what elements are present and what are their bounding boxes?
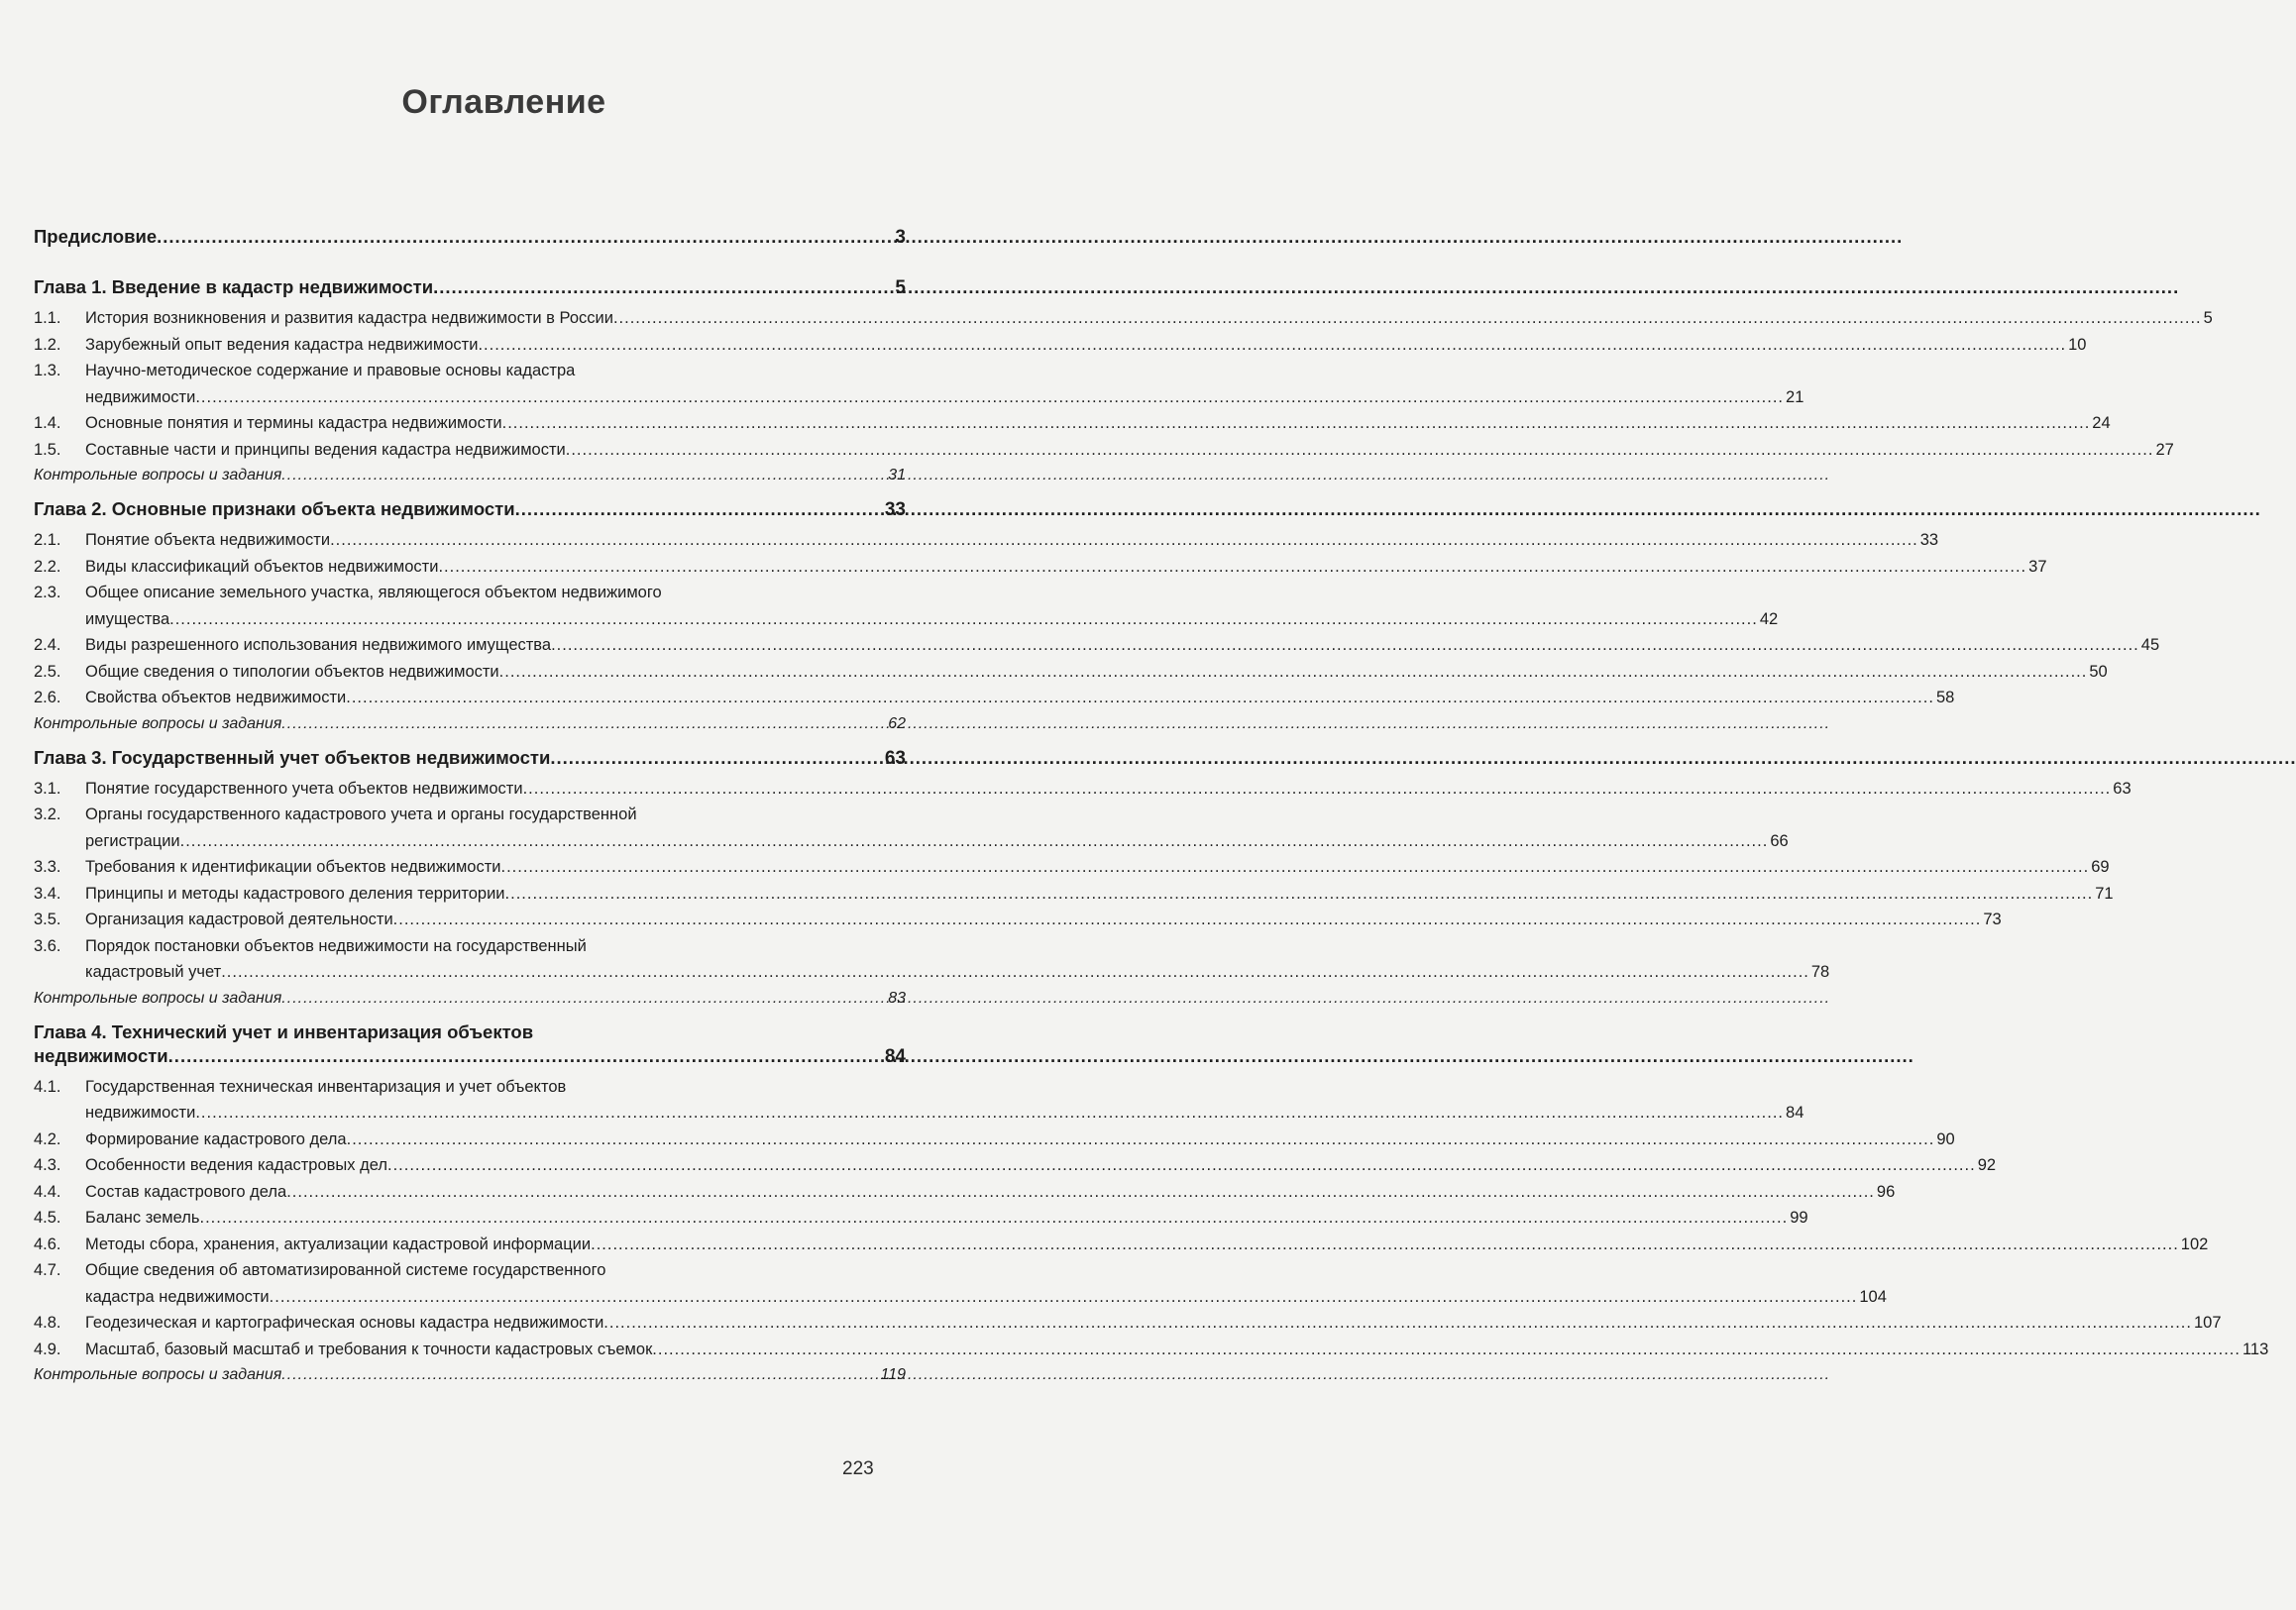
dot-leader [200,1205,1789,1232]
entry-page: 63 [2113,779,2132,798]
entry-text-line1: Государственная техническая инвентаризация и учет объектов [85,1077,567,1096]
entry-text: Организация кадастровой деятельности [85,911,393,928]
entry-page: 66 [1770,831,1789,850]
chapter-1-entries [34,305,2213,488]
entry-text: Общие сведения о типологии объектов недвижимости [85,662,499,681]
chapter-page: 5 [895,277,906,298]
entry-text-line1: Органы государственного кадастрового учета и органы государственной [85,805,637,823]
dot-leader [393,907,1982,933]
entry-page: 69 [2091,858,2110,876]
toc-questions [34,711,906,737]
entry-page: 92 [1977,1156,1997,1174]
dot-leader [347,1127,1935,1153]
entry-number: 3.4. [34,884,61,903]
entry-page: 27 [2155,440,2174,459]
dot-leader [523,776,2112,803]
questions-label: Контрольные вопросы и задания [34,1366,282,1383]
toc-entry [34,1179,1896,1206]
entry-number: 4.4. [34,1182,61,1201]
entry-number: 2.4. [34,636,61,654]
dot-leader [270,1284,1858,1311]
dot-leader [499,659,2088,686]
page-title: Оглавление [401,83,606,121]
chapter-title: недвижимости [34,1044,168,1066]
preface-label: Предисловие [34,226,158,247]
dot-leader [281,1362,878,1388]
toc-entry [34,933,1830,986]
toc-entry [34,527,1939,554]
entry-page: 33 [1919,531,1939,549]
dot-leader [180,828,1769,855]
toc-preface [34,226,906,249]
entry-page: 90 [1936,1129,1955,1148]
dot-leader [502,410,2091,437]
chapter-page: 84 [884,1045,906,1067]
dot-leader [551,632,2139,659]
dot-leader [157,226,893,248]
entry-text: кадастровый учет [85,963,222,981]
entry-number: 1.1. [34,309,61,327]
entry-text-line1: Порядок постановки объектов недвижимости на государственный [85,936,587,955]
toc-entry [34,437,2174,464]
entry-number: 2.5. [34,662,61,681]
toc-entry [34,659,2108,686]
questions-label: Контрольные вопросы и задания [34,467,282,483]
entry-text: Геодезическая и картографическая основы кадастра недвижимости [85,1314,604,1332]
entry-number: 1.3. [34,362,61,379]
entry-number: 4.9. [34,1340,61,1358]
page-number: 223 [842,1458,874,1479]
dot-leader [195,1100,1784,1127]
entry-page: 71 [2095,884,2114,903]
chapter-4-entries [34,1074,2269,1389]
entry-number: 4.5. [34,1209,61,1227]
entry-number: 2.6. [34,689,61,706]
dot-leader [591,1232,2179,1258]
toc-entry [34,1310,2222,1337]
toc-entry [34,410,2111,437]
dot-leader [286,1179,1875,1206]
dot-leader [603,1310,2192,1337]
entry-number: 2.1. [34,531,61,549]
entry-page: 58 [1935,689,1955,706]
entry-number: 4.8. [34,1314,61,1332]
toc-entry [34,358,1804,410]
entry-page: 99 [1790,1209,1808,1227]
entry-page: 102 [2180,1234,2209,1253]
toc-entry [34,907,2002,933]
dot-leader [195,384,1784,411]
entry-text: Принципы и методы кадастрового деления территории [85,884,505,903]
entry-number: 1.5. [34,440,61,459]
entry-page: 21 [1786,387,1804,406]
entry-number: 3.1. [34,779,61,798]
toc-entry [34,776,2132,803]
entry-number: 4.3. [34,1156,61,1174]
entry-number: 4.7. [34,1261,61,1279]
toc-entry [34,1127,1955,1153]
toc-entry [34,1232,2209,1258]
entry-text: Особенности ведения кадастровых дел [85,1156,388,1174]
toc-entry [34,1074,1804,1127]
toc-entry [34,685,1955,711]
toc-questions [34,463,906,488]
entry-text: Зарубежный опыт ведения кадастра недвижимости [85,335,479,354]
entry-text: Виды разрешенного использования недвижимого имущества [85,636,552,654]
entry-page: 50 [2089,662,2108,681]
entry-text: Виды классификаций объектов недвижимости [85,557,439,576]
toc-entry [34,1152,1997,1179]
dot-leader [433,276,893,298]
entry-text: История возникновения и развития кадастра недвижимости в России [85,309,613,327]
questions-page: 62 [888,714,906,732]
entry-text: Масштаб, базовый масштаб и требования к точности кадастровых съемок [85,1340,653,1358]
dot-leader [613,305,2202,332]
dot-leader [652,1337,2241,1363]
dot-leader [168,1045,883,1067]
entry-number: 2.2. [34,557,61,576]
entry-text: Понятие государственного учета объектов недвижимости [85,779,523,798]
entry-number: 4.6. [34,1234,61,1253]
entry-text: кадастра недвижимости [85,1287,270,1306]
dot-leader [281,711,886,737]
entry-text: Баланс земель [85,1209,200,1227]
toc-chapter-2 [34,498,906,521]
entry-page: 42 [1759,609,1779,628]
entry-number: 3.6. [34,936,61,955]
chapter-title: Глава 3. Государственный учет объектов недвижимости [34,746,551,768]
questions-label: Контрольные вопросы и задания [34,989,282,1007]
questions-label: Контрольные вопросы и задания [34,714,282,732]
entry-text: Состав кадастрового дела [85,1182,287,1201]
entry-text: недвижимости [85,387,196,406]
chapter-page: 33 [884,499,906,520]
toc-entry [34,332,2087,359]
entry-page: 78 [1810,963,1830,981]
questions-page: 119 [880,1366,906,1383]
toc-chapter-3 [34,747,906,770]
entry-text: Составные части и принципы ведения кадастра недвижимости [85,440,566,459]
dot-leader [566,437,2154,464]
entry-page: 5 [2203,309,2213,327]
entry-text-line1: Общее описание земельного участка, являющегося объектом недвижимого [85,584,662,601]
toc-entry [34,1205,1808,1232]
toc-entry [34,305,2213,332]
entry-text-line1: Общие сведения об автоматизированной системе государственного [85,1261,606,1279]
toc-entry [34,881,2114,908]
entry-page: 45 [2140,636,2160,654]
entry-page: 73 [1983,911,2002,928]
entry-number: 3.2. [34,805,61,823]
entry-number: 3.5. [34,911,61,928]
dot-leader [478,332,2066,359]
entry-number: 2.3. [34,584,61,601]
entry-number: 1.2. [34,335,61,354]
toc-entry [34,1337,2269,1363]
entry-text: регистрации [85,831,180,850]
dot-leader [281,463,886,488]
toc-entry [34,580,1779,632]
chapter-2-entries [34,527,2160,737]
toc-chapter-1 [34,276,906,299]
entry-text: Требования к идентификации объектов недвижимости [85,858,501,876]
entry-number: 1.4. [34,414,61,432]
table-of-contents [34,226,2269,1392]
entry-text: Свойства объектов недвижимости [85,689,347,706]
entry-number: 4.2. [34,1129,61,1148]
entry-page: 84 [1786,1104,1804,1122]
toc-entry [34,802,1789,854]
toc-entry [34,854,2110,881]
dot-leader [505,881,2094,908]
chapter-title: Глава 2. Основные признаки объекта недвижимости [34,498,515,519]
entry-page: 37 [2028,557,2047,576]
toc-entry [34,554,2047,581]
dot-leader [330,527,1918,554]
toc-entry [34,1257,1887,1310]
entry-text: Методы сбора, хранения, актуализации кадастровой информации [85,1234,592,1253]
toc-entry [34,632,2160,659]
dot-leader [221,959,1809,986]
entry-number: 4.1. [34,1077,61,1096]
dot-leader [550,747,883,769]
entry-page: 24 [2092,414,2111,432]
entry-text: Понятие объекта недвижимости [85,531,331,549]
dot-leader [387,1152,1976,1179]
dot-leader [515,498,883,520]
chapter-title: Глава 1. Введение в кадастр недвижимости [34,276,434,297]
questions-page: 83 [888,989,906,1007]
entry-page: 107 [2193,1314,2222,1332]
toc-questions [34,986,906,1012]
entry-text: Основные понятия и термины кадастра недвижимости [85,414,502,432]
entry-page: 96 [1876,1182,1896,1201]
entry-page: 104 [1859,1287,1887,1306]
entry-text: недвижимости [85,1104,196,1122]
toc-questions [34,1362,906,1388]
entry-text-line1: Научно-методическое содержание и правовые основы кадастра [85,362,576,379]
questions-page: 31 [888,467,906,483]
chapter-title-line1: Глава 4. Технический учет и инвентаризация объектов [34,1020,534,1042]
chapter-page: 63 [884,747,906,769]
dot-leader [438,554,2026,581]
entry-text: имущества [85,609,170,628]
entry-page: 113 [2241,1340,2269,1358]
dot-leader [501,854,2090,881]
dot-leader [281,986,886,1012]
entry-text: Формирование кадастрового дела [85,1129,347,1148]
dot-leader [346,685,1934,711]
preface-page: 3 [895,227,906,248]
entry-number: 3.3. [34,858,61,876]
toc-chapter-4 [34,1045,906,1068]
entry-page: 10 [2068,335,2087,354]
dot-leader [169,606,1758,633]
chapter-3-entries [34,776,2132,1012]
